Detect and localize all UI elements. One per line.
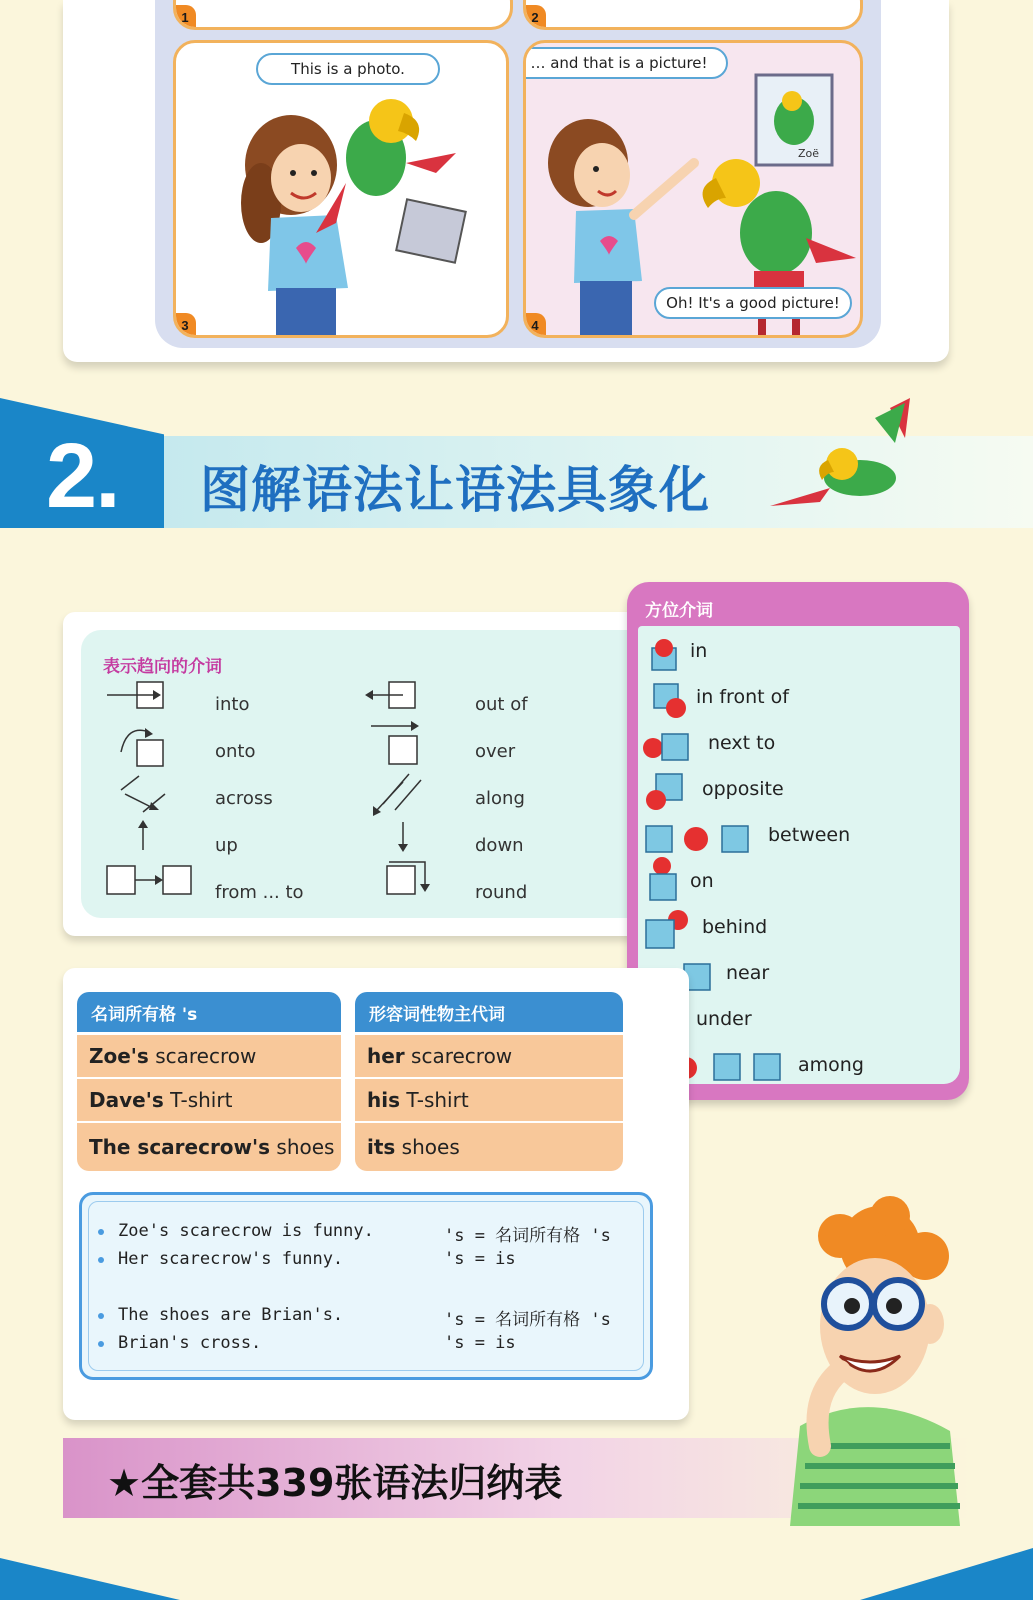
out-of-arrow-icon xyxy=(359,678,425,712)
preposition-among: among xyxy=(798,1054,864,1076)
possessive-word: her xyxy=(367,1044,405,1068)
possessive-cell xyxy=(355,1079,623,1121)
possessive-cell xyxy=(77,1079,341,1121)
preposition-next-to: next to xyxy=(708,732,776,754)
cube-ball-opposite-icon xyxy=(642,770,688,812)
preposition-round: round xyxy=(475,882,528,903)
position-row-in-front-of xyxy=(638,676,960,720)
possessive-noun: shoes xyxy=(395,1135,460,1159)
possessive-cell xyxy=(355,1035,623,1077)
column-header-possessive-adjective: 形容词性物主代词 xyxy=(355,992,623,1032)
possessive-noun: T-shirt xyxy=(163,1088,233,1112)
example-sentence: Brian's cross. xyxy=(118,1333,262,1353)
preposition-up: up xyxy=(215,835,238,856)
preposition-opposite: opposite xyxy=(702,778,784,800)
preposition-onto: onto xyxy=(215,741,256,762)
over-arrow-icon xyxy=(359,714,425,768)
example-box xyxy=(79,1192,653,1380)
up-arrow-icon xyxy=(133,818,153,854)
round-arrow-icon xyxy=(381,858,437,898)
preposition-from-to: from ... to xyxy=(215,882,304,903)
example-note: 's = is xyxy=(444,1333,516,1353)
position-heading: 方位介词 xyxy=(645,601,713,621)
preposition-out-of: out of xyxy=(475,694,528,715)
possessive-card xyxy=(63,968,689,1420)
possessive-noun: shoes xyxy=(270,1135,335,1159)
section-title: 图解语法让语法具象化 xyxy=(200,461,710,519)
frame-signature: Zoë xyxy=(798,147,820,160)
comic-background xyxy=(155,0,881,348)
direction-heading: 表示趋向的介词 xyxy=(103,657,222,677)
preposition-in-front-of: in front of xyxy=(696,686,789,708)
panel-number: 2 xyxy=(524,5,546,29)
possessive-word: Zoe's xyxy=(89,1044,149,1068)
cube-ball-in-icon xyxy=(646,636,682,672)
possessive-word: Dave's xyxy=(89,1088,164,1112)
bottom-decoration xyxy=(0,1548,1033,1600)
possessive-noun: scarecrow xyxy=(148,1044,257,1068)
example-sentence: Her scarecrow's funny. xyxy=(118,1249,344,1269)
speech-bubble: This is a photo. xyxy=(256,53,440,85)
example-sentence: Zoe's scarecrow is funny. xyxy=(118,1221,374,1241)
possessive-word: its xyxy=(367,1135,396,1159)
column-header-noun-possessive: 名词所有格 's xyxy=(77,992,341,1032)
position-row-on xyxy=(638,860,960,904)
cube-ball-between-icon xyxy=(642,820,762,856)
preposition-under: under xyxy=(696,1008,752,1030)
section-number: 2. xyxy=(46,425,119,527)
onto-arrow-icon xyxy=(103,722,169,770)
boy-with-glasses-illustration xyxy=(760,1196,980,1526)
direction-panel xyxy=(81,630,653,918)
direction-prepositions-card xyxy=(63,612,653,936)
preposition-on: on xyxy=(690,870,714,892)
speech-bubble-top: … and that is a picture! xyxy=(523,47,728,79)
possessive-cell xyxy=(355,1123,623,1171)
example-note: 's = 名词所有格 's xyxy=(444,1310,611,1330)
into-arrow-icon xyxy=(103,678,169,712)
preposition-behind: behind xyxy=(702,916,768,938)
section-header xyxy=(0,398,1033,538)
panel-number: 1 xyxy=(174,5,196,29)
comic-panel-1 xyxy=(173,0,513,30)
position-row-behind xyxy=(638,906,960,950)
preposition-along: along xyxy=(475,788,525,809)
speech-bubble-bottom: Oh! It's a good picture! xyxy=(654,287,852,319)
along-arrow-icon xyxy=(359,770,425,818)
comic-panel-3 xyxy=(173,40,509,338)
preposition-near: near xyxy=(726,962,770,984)
preposition-across: across xyxy=(215,788,273,809)
cube-ball-in-front-of-icon xyxy=(646,678,690,720)
preposition-in: in xyxy=(690,640,708,662)
possessive-noun: scarecrow xyxy=(404,1044,513,1068)
possessive-noun: T-shirt xyxy=(400,1088,469,1112)
position-row-between xyxy=(638,814,960,858)
position-row-opposite xyxy=(638,768,960,812)
panel-number: 4 xyxy=(524,313,546,337)
possessive-word: The scarecrow's xyxy=(89,1135,271,1159)
possessive-word: his xyxy=(367,1088,400,1112)
banner-text: ★全套共339张语法归纳表 xyxy=(107,1461,563,1505)
cube-ball-on-icon xyxy=(646,856,682,904)
flying-parrot-icon xyxy=(770,398,950,518)
bullet xyxy=(98,1313,104,1319)
position-row-in xyxy=(638,630,960,674)
comic-panel-4 xyxy=(523,40,863,338)
preposition-into: into xyxy=(215,694,250,715)
panel-number: 3 xyxy=(174,313,196,337)
example-note: 's = 名词所有格 's xyxy=(444,1226,611,1246)
bullet xyxy=(98,1257,104,1263)
from-to-arrow-icon xyxy=(103,862,199,896)
across-arrow-icon xyxy=(103,772,169,816)
example-sentence: The shoes are Brian's. xyxy=(118,1305,344,1325)
possessive-cell xyxy=(77,1035,341,1077)
cube-ball-next-to-icon xyxy=(640,728,700,762)
girl-with-parrot-illustration xyxy=(176,43,506,335)
possessive-cell xyxy=(77,1123,341,1171)
example-note: 's = is xyxy=(444,1249,516,1269)
down-arrow-icon xyxy=(393,818,413,854)
cube-ball-behind-icon xyxy=(642,908,690,950)
preposition-between: between xyxy=(768,824,851,846)
preposition-down: down xyxy=(475,835,524,856)
bullet xyxy=(98,1341,104,1347)
position-row-next-to xyxy=(638,722,960,766)
bullet xyxy=(98,1229,104,1235)
comic-panel-2 xyxy=(523,0,863,30)
preposition-over: over xyxy=(475,741,516,762)
